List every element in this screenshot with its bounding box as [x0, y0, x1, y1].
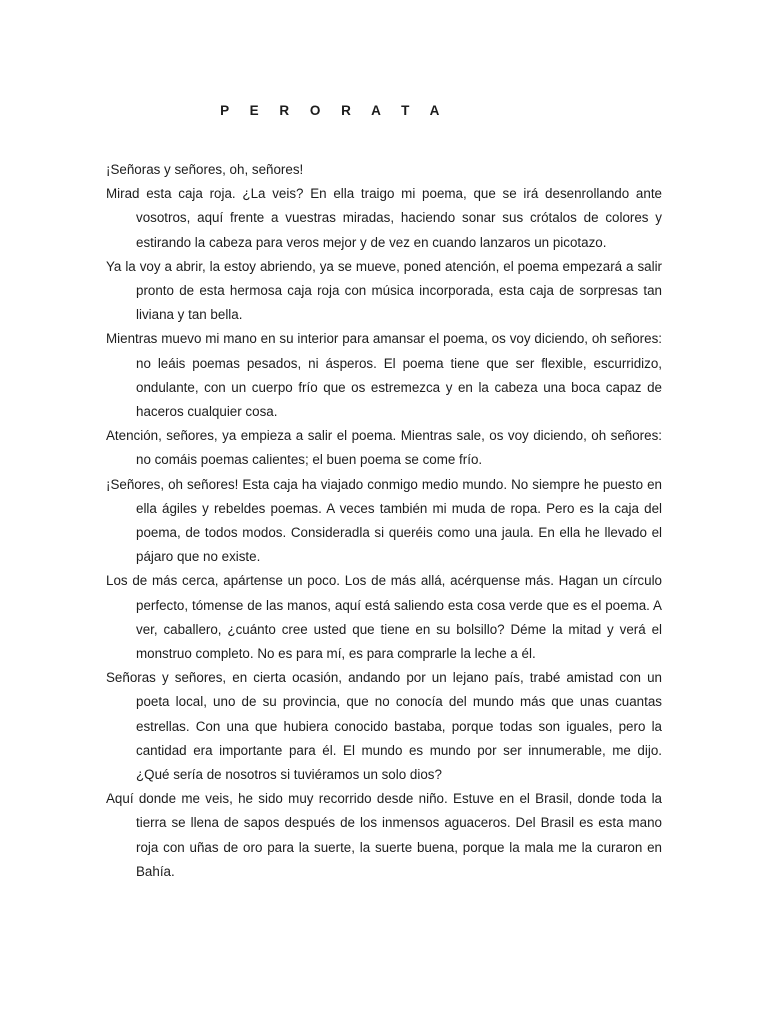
- paragraph-2: Mirad esta caja roja. ¿La veis? En ella traigo mi poema, que se irá desenrollando ante vosotros, aquí frente a vuestras miradas, haciendo sonar sus crótalos de colores y estirando la cabeza para veros mejor y de vez en cuando lanzaros un picotazo.: [106, 186, 662, 250]
- paragraph-1: ¡Señoras y señores, oh, señores!: [106, 162, 304, 177]
- paragraph-4: Mientras muevo mi mano en su interior para amansar el poema, os voy diciendo, oh señores: no leáis poemas pesados, ni ásperos. El poema tiene que ser flexible, escurridizo, ondulante, con un cuerpo frío que os estremezca y en la cabeza una boca capaz de haceros cualquier cosa.: [106, 331, 662, 420]
- paragraph-3: Ya la voy a abrir, la estoy abriendo, ya se mueve, poned atención, el poema empezará a salir pronto de esta hermosa caja roja con música incorporada, esta caja de sorpresas tan liviana y tan bella.: [106, 258, 662, 323]
- paragraph-5: Atención, señores, ya empieza a salir el poema. Mientras sale, os voy diciendo, oh señores: no comáis poemas calientes; el buen poema se come frío.: [106, 428, 662, 468]
- document-title: P E R O R A T A: [220, 103, 448, 118]
- paragraph-8: Señoras y señores, en cierta ocasión, andando por un lejano país, trabé amistad con un poeta local, uno de su provincia, que no conocía del mundo más que unas cuantas estrellas. Con una que hubiera conocido bastaba, porque todas son iguales, pero la cantidad era importante para él. El mundo es mundo por ser innumerable, me dijo. ¿Qué sería de nosotros si tuviéramos un solo dios?: [106, 670, 662, 783]
- paragraph-9: Aquí donde me veis, he sido muy recorrido desde niño. Estuve en el Brasil, donde toda la tierra se llena de sapos después de los inmensos aguaceros. Del Brasil es esta mano roja con uñas de oro para la suerte, la suerte buena, porque la mala me la curaron en Bahía.: [106, 791, 662, 879]
- paragraph-7: Los de más cerca, apártense un poco. Los de más allá, acérquense más. Hagan un círculo perfecto, tómense de las manos, aquí está saliendo esta cosa verde que es el poema. A ver, caballero, ¿cuánto cree usted que tiene en su bolsillo? Déme la mitad y verá el monstruo completo. No es para mí, es para comprarle la leche a él.: [106, 573, 662, 662]
- document-body: [106, 158, 662, 884]
- paragraph-6: ¡Señores, oh señores! Esta caja ha viajado conmigo medio mundo. No siempre he puesto en ella ágiles y rebeldes poemas. A veces también mi muda de ropa. Pero es la caja del poema, de todos modos. Consideradla si queréis como una jaula. En ella he llevado el pájaro que no existe.: [106, 476, 662, 565]
